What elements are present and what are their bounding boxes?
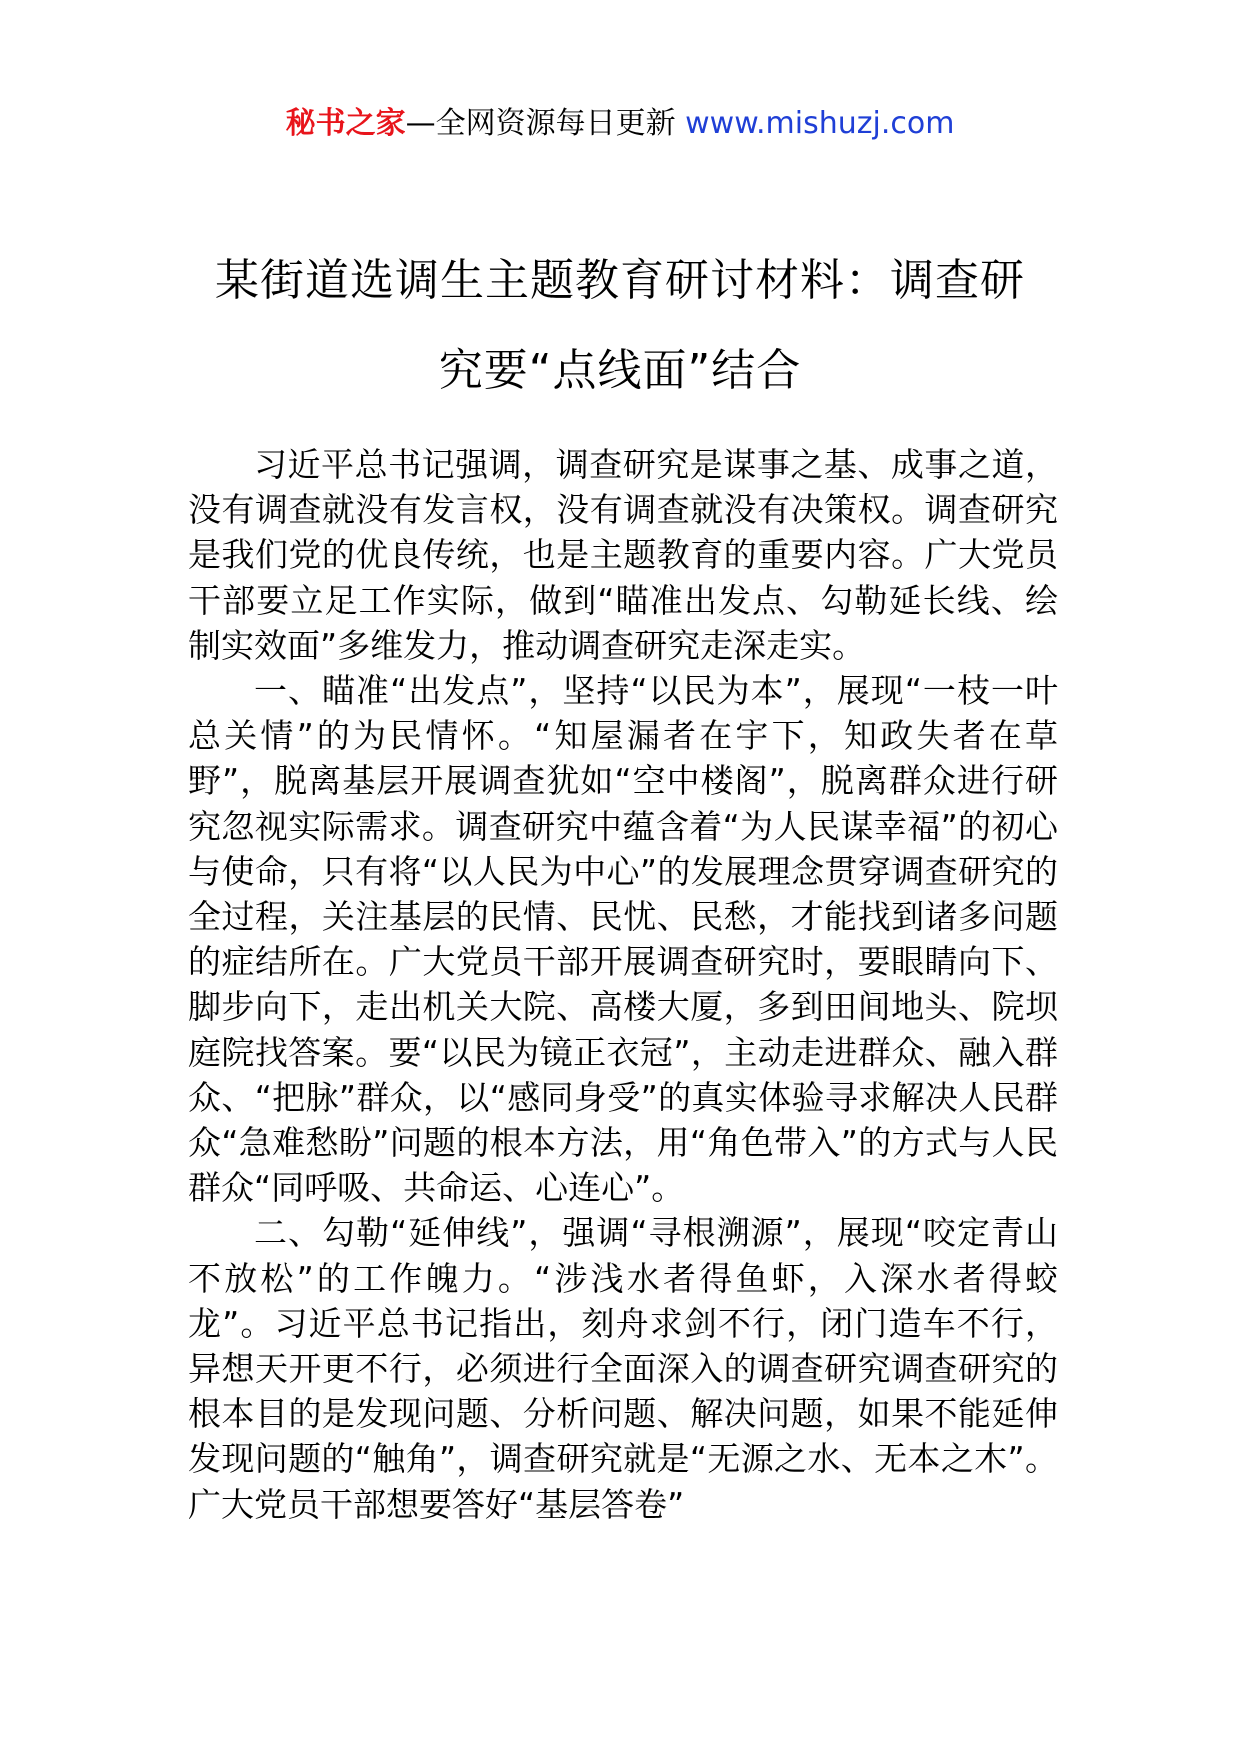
body-paragraph: 一、瞄准“出发点”，坚持“以民为本”，展现“一枝一叶总关情”的为民情怀。“知屋漏者在宇下，知政失者在草野”，脱离基层开展调查犹如“空中楼阁”，脱离群众进行研究忽视实际需求。调查研究中蕴含着“为人民谋幸福”的初心与使命，只有将“以人民为中心”的发展理念贯穿调查研究的全过程，关注基层的民情、民忧、民愁，才能找到诸多问题的症结所在。广大党员干部开展调查研究时，要眼睛向下、脚步向下，走出机关大院、高楼大厦，多到田间地头、院坝庭院找答案。要“以民为镜正衣冠”，主动走进群众、融入群众、“把脉”群众，以“感同身受”的真实体验寻求解决人民群众“急难愁盼”问题的根本方法，用“角色带入”的方式与人民群众“同呼吸、共命运、心连心”。 <box>188 671 1058 1208</box>
header-tagline: —全网资源每日更新 <box>405 106 686 141</box>
page-header <box>0 104 1240 144</box>
site-url: www.mishuzj.com <box>685 106 955 141</box>
body-paragraph: 二、勾勒“延伸线”，强调“寻根溯源”，展现“咬定青山不放松”的工作魄力。“涉浅水者得鱼虾，入深水者得蛟龙”。习近平总书记指出，刻舟求剑不行，闭门造车不行，异想天开更不行，必须进行全面深入的调查研究调查研究的根本目的是发现问题、分析问题、解决问题，如果不能延伸发现问题的“触角”，调查研究就是“无源之水、无本之木”。广大党员干部想要答好“基层答卷” <box>188 1213 1058 1524</box>
title-line-2: 究要“点线面”结合 <box>438 345 802 396</box>
brand-name: 秘书之家 <box>285 106 406 141</box>
document-body <box>188 442 1058 1527</box>
title-line-1: 某街道选调生主题教育研讨材料：调查研 <box>215 255 1025 306</box>
document-title <box>150 236 1090 416</box>
body-paragraph: 习近平总书记强调，调查研究是谋事之基、成事之道，没有调查就没有发言权，没有调查就没有决策权。调查研究是我们党的优良传统，也是主题教育的重要内容。广大党员干部要立足工作实际，做到“瞄准出发点、勾勒延长线、绘制实效面”多维发力，推动调查研究走深走实。 <box>188 445 1058 665</box>
